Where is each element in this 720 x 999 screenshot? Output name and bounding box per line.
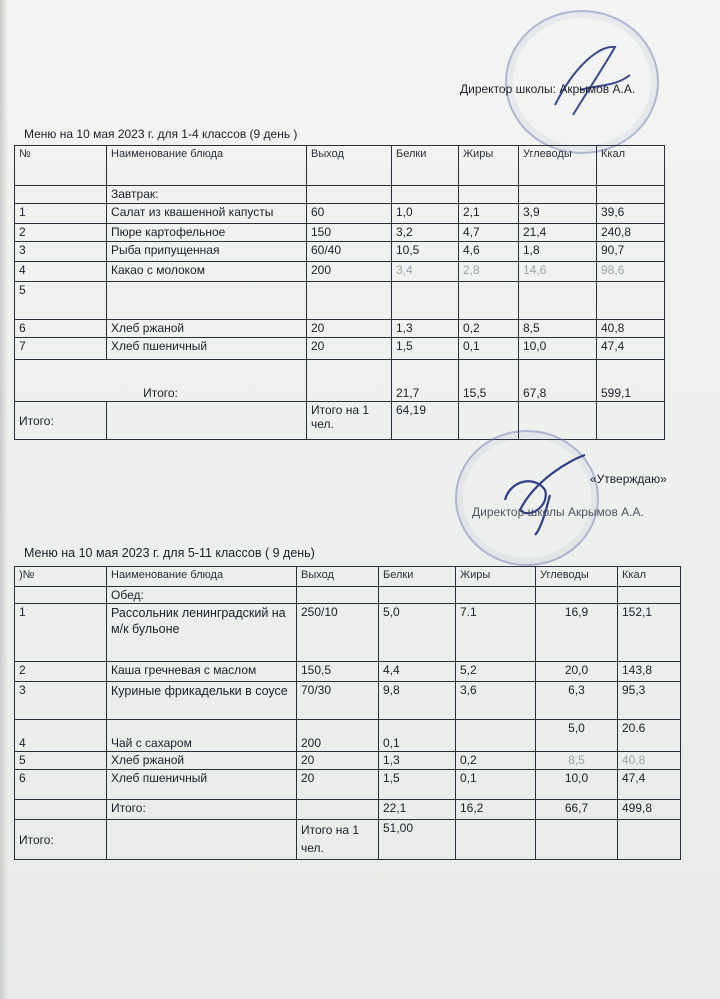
menu2-section-row: Обед: <box>15 587 681 604</box>
section-label: Завтрак: <box>107 186 307 204</box>
col-b: Белки <box>392 146 459 186</box>
table-row: 2 Пюре картофельное 150 3,2 4,7 21,4 240,8 <box>15 224 665 242</box>
col-out: Выход <box>307 146 392 186</box>
menu2-table <box>14 566 681 860</box>
menu1-title: Меню на 10 мая 2023 г. для 1-4 классов (9 день ) <box>24 127 298 141</box>
table-row: 4 Какао с молоком 200 3,4 2,8 14,6 98,6 <box>15 262 665 282</box>
table-row: 5 Хлеб ржаной 20 1,3 0,2 8,5 40,8 <box>15 752 681 770</box>
director-signature-1 <box>545 35 635 125</box>
menu1-table <box>14 145 665 440</box>
menu2-header-row: )№ Наименование блюда Выход Белки Жиры Углеводы Ккал <box>15 567 681 587</box>
director-line-1: Директор школы: Акрымов А.А. <box>460 82 636 96</box>
table-row: 1 Салат из квашенной капусты 60 1,0 2,1 3,9 39,6 <box>15 204 665 224</box>
col-k: Ккал <box>597 146 665 186</box>
col-u: Углеводы <box>519 146 597 186</box>
menu2-grand-total-row: Итого: Итого на 1 чел. 51,00 <box>15 820 681 860</box>
table-row: 1 Рассольник ленинградский на м/к бульоне 250/10 5,0 7.1 16,9 152,1 <box>15 604 681 662</box>
menu1-header-row <box>15 146 665 186</box>
col-z: Жиры <box>459 146 519 186</box>
table-row: 7 Хлеб пшеничный 20 1,5 0,1 10,0 47,4 <box>15 338 665 360</box>
menu1-section-row <box>15 186 665 204</box>
menu2-total-row: Итого: 22,1 16,2 66,7 499,8 <box>15 800 681 820</box>
page-edge-shadow <box>0 0 8 999</box>
col-name: Наименование блюда <box>107 146 307 186</box>
table-row: 3 Куриные фрикадельки в соусе 70/30 9,8 3,6 6,3 95,3 <box>15 682 681 720</box>
table-row: 4 Чай с сахаром 200 0,1 5,0 20.6 <box>15 720 681 752</box>
approve-label: «Утверждаю» <box>590 472 667 486</box>
director-line-2: Директор школы Акрымов А.А. <box>472 505 644 519</box>
table-row: 3 Рыба припущенная 60/40 10,5 4,6 1,8 90,7 <box>15 242 665 262</box>
menu1-total-row: Итого: 21,7 15,5 67,8 599,1 <box>15 360 665 402</box>
table-row: 6 Хлеб пшеничный 20 1,5 0,1 10,0 47,4 <box>15 770 681 800</box>
table-row: 6 Хлеб ржаной 20 1,3 0,2 8,5 40,8 <box>15 320 665 338</box>
director-signature-2 <box>490 440 600 540</box>
table-row: 5 <box>15 282 665 320</box>
menu2-title: Меню на 10 мая 2023 г. для 5-11 классов ( 9 день) <box>24 546 315 560</box>
table-row: 2 Каша гречневая с маслом 150,5 4,4 5,2 20,0 143,8 <box>15 662 681 682</box>
menu1-grand-total-row: Итого: Итого на 1 чел. 64,19 <box>15 402 665 440</box>
col-num: № <box>15 146 107 186</box>
